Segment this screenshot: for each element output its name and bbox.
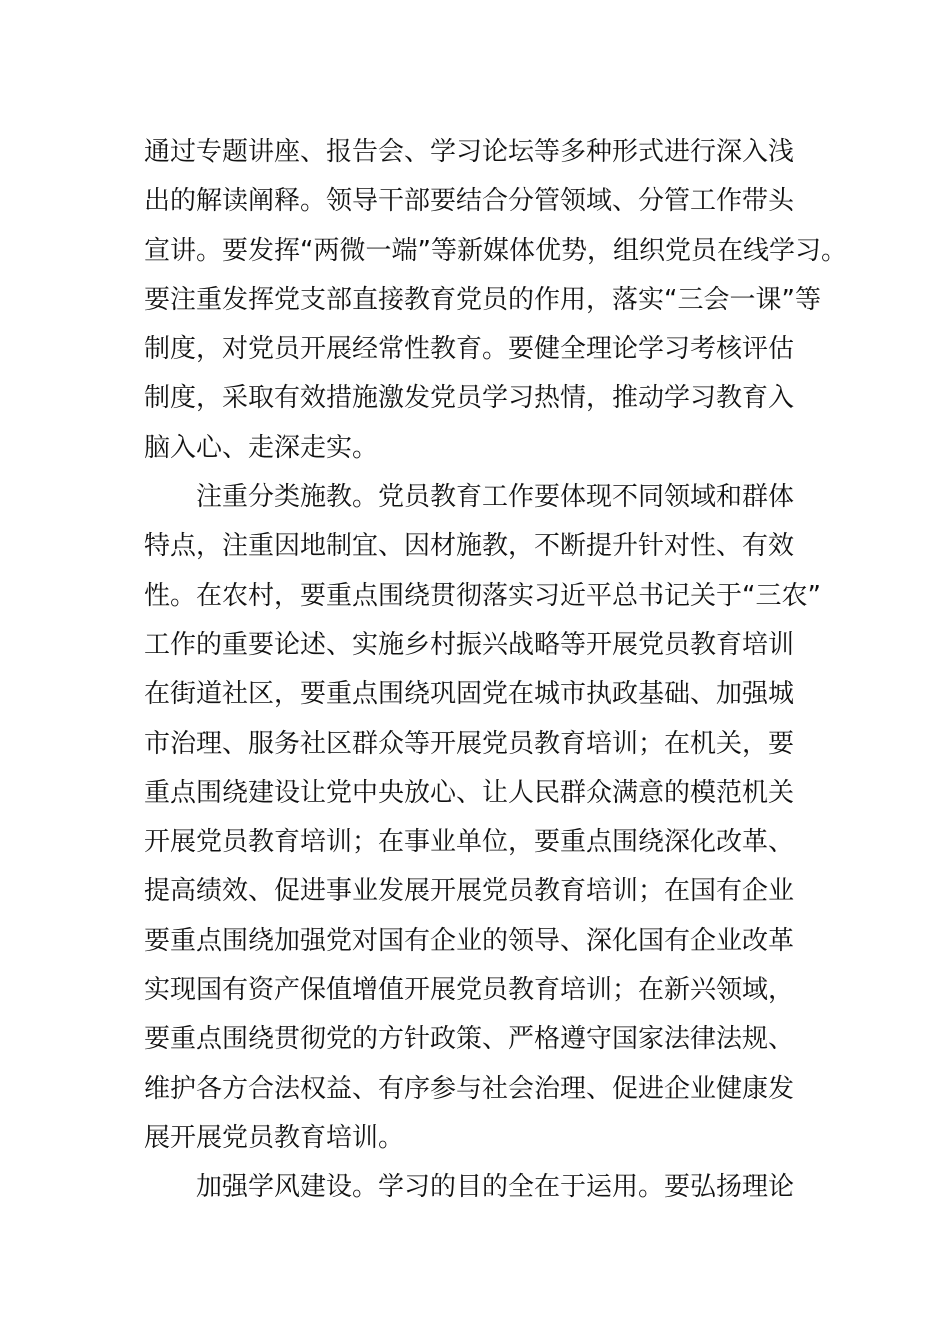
paragraph-line: 通过专题讲座、报告会、学习论坛等多种形式进行深入浅 [144,137,795,167]
paragraph-2 [144,473,824,1163]
paragraph-line: 要重点围绕贯彻党的方针政策、严格遵守国家法律法规、 [144,1024,795,1055]
paragraph-line: 实现国有资产保值增值开展党员教育培训；在新兴领域， [144,975,795,1006]
paragraph-line: 提高绩效、促进事业发展开展党员教育培训；在国有企业 [144,876,795,907]
paragraph-line: 性。在农村，要重点围绕贯彻落实习近平总书记关于“三农” [144,580,821,611]
paragraph-line: 要注重发挥党支部直接教育党员的作用，落实“三会一课”等 [144,284,821,315]
paragraph-line: 重点围绕建设让党中央放心、让人民群众满意的模范机关 [144,777,795,808]
paragraph-1 [144,128,847,473]
paragraph-line: 制度，采取有效措施激发党员学习热情，推动学习教育入 [144,383,795,414]
paragraph-line: 展开展党员教育培训。 [144,1122,405,1153]
paragraph-line: 注重分类施教。党员教育工作要体现不同领域和群体 [196,482,795,513]
paragraph-line: 脑入心、走深走实。 [144,432,379,463]
paragraph-line: 开展党员教育培训；在事业单位，要重点围绕深化改革、 [144,827,795,858]
paragraph-line: 制度，对党员开展经常性教育。要健全理论学习考核评估 [144,334,795,365]
paragraph-line: 在街道社区，要重点围绕巩固党在城市执政基础、加强城 [144,679,795,710]
paragraph-line: 市治理、服务社区群众等开展党员教育培训；在机关，要 [144,728,795,759]
document-body [144,128,847,1213]
paragraph-line: 维护各方合法权益、有序参与社会治理、促进企业健康发 [144,1073,795,1104]
paragraph-line: 出的解读阐释。领导干部要结合分管领域、分管工作带头 [144,186,795,217]
paragraph-line: 加强学风建设。学习的目的全在于运用。要弘扬理论 [196,1172,795,1203]
paragraph-line: 工作的重要论述、实施乡村振兴战略等开展党员教育培训 [144,629,795,660]
paragraph-line: 特点，注重因地制宜、因材施教，不断提升针对性、有效 [144,531,795,562]
paragraph-3 [144,1163,824,1212]
paragraph-line: 宣讲。要发挥“两微一端”等新媒体优势，组织党员在线学习。 [144,235,847,266]
paragraph-line: 要重点围绕加强党对国有企业的领导、深化国有企业改革 [144,925,795,956]
